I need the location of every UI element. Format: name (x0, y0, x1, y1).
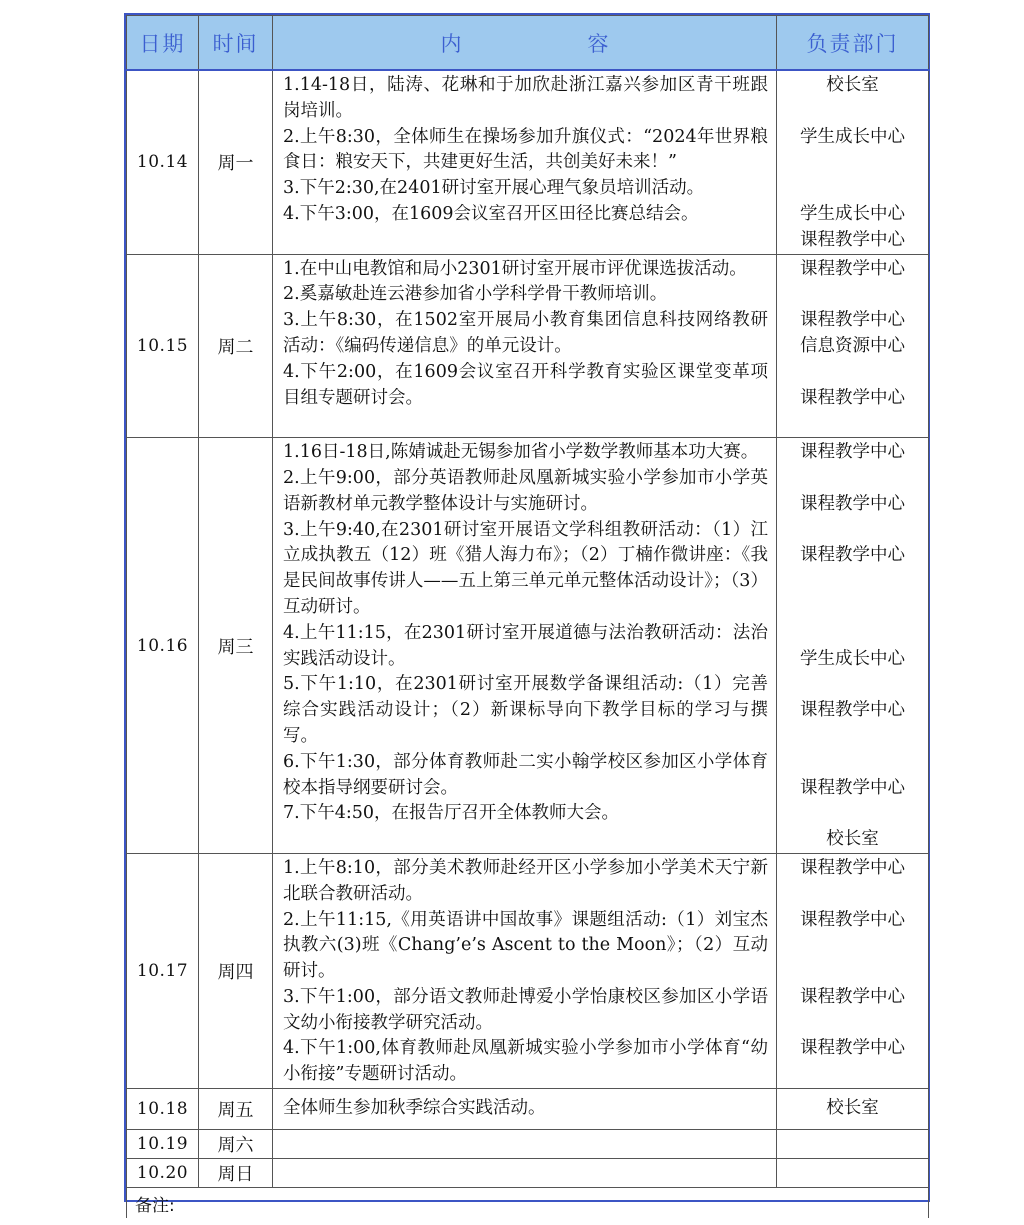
row-weekday: 周四 (199, 853, 273, 1088)
department-label (777, 1062, 928, 1088)
activity-item: 2.奚嘉敏赴连云港参加省小学科学骨干教师培训。 (283, 284, 668, 305)
department-label: 课程教学中心 (800, 1038, 905, 1059)
note-label: 备注: (127, 1188, 929, 1219)
schedule-row (127, 70, 929, 254)
row-date: 10.17 (127, 853, 199, 1088)
row-departments (777, 1159, 929, 1188)
row-date: 10.15 (127, 254, 199, 438)
activity-item: 1.14-18日，陆涛、花琳和于加欣赴浙江嘉兴参加区青干班跟岗培训。 (283, 75, 768, 121)
row-content (273, 853, 777, 1088)
row-date: 10.14 (127, 70, 199, 254)
department-label (777, 150, 928, 176)
department-label: 课程教学中心 (800, 909, 905, 930)
header-date: 日期 (127, 16, 199, 71)
row-departments (777, 853, 929, 1088)
department-label: 学生成长中心 (800, 126, 905, 147)
activity-item: 2.上午9:00，部分英语教师赴凤凰新城实验小学参加市小学英语新教材单元教学整体设计与实施研讨。 (283, 467, 768, 514)
row-content (273, 1130, 777, 1159)
schedule-sheet (124, 13, 930, 1217)
schedule-row (127, 1089, 929, 1130)
department-label (777, 569, 928, 595)
row-content (273, 70, 777, 254)
department-label (777, 724, 928, 750)
row-date: 10.20 (127, 1159, 199, 1188)
department-label (777, 466, 928, 492)
department-label: 学生成长中心 (800, 203, 905, 224)
department-label (777, 1011, 928, 1037)
department-label: 课程教学中心 (800, 387, 905, 408)
department-label (777, 882, 928, 908)
row-departments (777, 438, 929, 854)
header-row (127, 16, 929, 71)
row-weekday: 周六 (199, 1130, 273, 1159)
row-content (273, 254, 777, 438)
activity-item: 3.下午2:30,在2401研讨室开展心理气象员培训活动。 (283, 178, 705, 199)
department-label: 校长室 (826, 75, 879, 95)
row-departments (777, 1130, 929, 1159)
activity-item: 4.下午2:00，在1609会议室召开科学教育实验区课堂变革项目组专题研讨会。 (283, 361, 768, 408)
department-label: 课程教学中心 (800, 777, 905, 798)
activity-item: 6.下午1:30，部分体育教师赴二实小翰学校区参加区小学体育校本指导纲要研讨会。 (283, 751, 768, 798)
schedule-body (127, 70, 929, 1218)
schedule-table (126, 15, 929, 1218)
schedule-row (127, 1159, 929, 1188)
department-label: 课程教学中心 (800, 258, 905, 279)
department-label (777, 801, 928, 827)
header-day: 时间 (199, 16, 273, 71)
department-label (777, 360, 928, 386)
activity-item: 2.上午11:15,《用英语讲中国故事》课题组活动:（1）刘宝杰执教六(3)班《Chang’e’s Ascent to the Moon》；（2）互动研讨。 (283, 909, 768, 982)
department-label: 课程教学中心 (800, 442, 905, 463)
schedule-row (127, 438, 929, 854)
department-label: 课程教学中心 (800, 493, 905, 514)
schedule-row (127, 254, 929, 438)
department-label: 课程教学中心 (800, 545, 905, 566)
activity-item: 1.上午8:10，部分美术教师赴经开区小学参加小学美术天宁新北联合教研活动。 (283, 857, 768, 904)
department-label: 课程教学中心 (800, 700, 905, 721)
header-content: 内 容 (273, 16, 777, 71)
activity-item: 全体师生参加秋季综合实践活动。 (283, 1098, 546, 1119)
activity-item: 2.上午8:30，全体师生在操场参加升旗仪式：“2024年世界粮食日：粮安天下，共建更好生活，共创美好未来！” (283, 126, 768, 173)
department-label (777, 933, 928, 959)
department-label: 课程教学中心 (800, 229, 905, 250)
department-label (777, 99, 928, 125)
activity-item: 3.下午1:00，部分语文教师赴博爱小学怡康校区参加区小学语文幼小衔接教学研究活动。 (283, 986, 768, 1033)
header-dept: 负责部门 (777, 16, 929, 71)
schedule-row (127, 853, 929, 1088)
activity-item: 3.上午9:40,在2301研讨室开展语文学科组教研活动：（1）江立成执教五（12）班《猎人海力布》；（2）丁楠作微讲座：《我是民间故事传讲人——五上第三单元单元整体活动设计》；（3）互动研讨。 (283, 519, 768, 617)
department-label: 课程教学中心 (800, 310, 905, 331)
department-label (777, 750, 928, 776)
row-weekday: 周一 (199, 70, 273, 254)
department-label (777, 282, 928, 308)
activity-item: 1.在中山电教馆和局小2301研讨室开展市评优课选拔活动。 (283, 258, 747, 279)
activity-item: 4.下午1:00,体育教师赴凤凰新城实验小学参加市小学体育“幼小衔接”专题研讨活动。 (283, 1038, 768, 1085)
department-label: 课程教学中心 (800, 857, 905, 878)
activity-item: 3.上午8:30，在1502室开展局小教育集团信息科技网络教研活动：《编码传递信息》的单元设计。 (283, 310, 768, 356)
row-departments (777, 1089, 929, 1130)
department-label (777, 672, 928, 698)
row-weekday: 周二 (199, 254, 273, 438)
row-departments (777, 70, 929, 254)
row-date: 10.16 (127, 438, 199, 854)
row-content (273, 1159, 777, 1188)
department-label (777, 518, 928, 544)
row-date: 10.18 (127, 1089, 199, 1130)
department-label (777, 176, 928, 202)
row-departments (777, 254, 929, 438)
row-content (273, 1089, 777, 1130)
note-row (127, 1188, 929, 1219)
schedule-row (127, 1130, 929, 1159)
department-label (777, 411, 928, 437)
department-label (777, 595, 928, 621)
department-label: 校长室 (826, 1098, 879, 1119)
department-label (777, 621, 928, 647)
activity-item: 4.下午3:00，在1609会议室召开区田径比赛总结会。 (283, 203, 699, 224)
row-content (273, 438, 777, 854)
department-label: 学生成长中心 (800, 648, 905, 669)
department-label (777, 959, 928, 985)
activity-item: 1.16日-18日,陈婧诚赴无锡参加省小学数学教师基本功大赛。 (283, 442, 759, 463)
activity-item: 5.下午1:10，在2301研讨室开展数学备课组活动:（1）完善综合实践活动设计；（2）新课标导向下教学目标的学习与撰写。 (283, 674, 768, 746)
department-label: 校长室 (826, 829, 879, 850)
row-date: 10.19 (127, 1130, 199, 1159)
department-label: 信息资源中心 (800, 335, 905, 356)
department-label: 课程教学中心 (800, 986, 905, 1007)
row-weekday: 周日 (199, 1159, 273, 1188)
row-weekday: 周三 (199, 438, 273, 854)
activity-item: 7.下午4:50，在报告厅召开全体教师大会。 (283, 803, 619, 824)
activity-item: 4.上午11:15，在2301研讨室开展道德与法治教研活动：法治实践活动设计。 (283, 622, 768, 669)
row-weekday: 周五 (199, 1089, 273, 1130)
